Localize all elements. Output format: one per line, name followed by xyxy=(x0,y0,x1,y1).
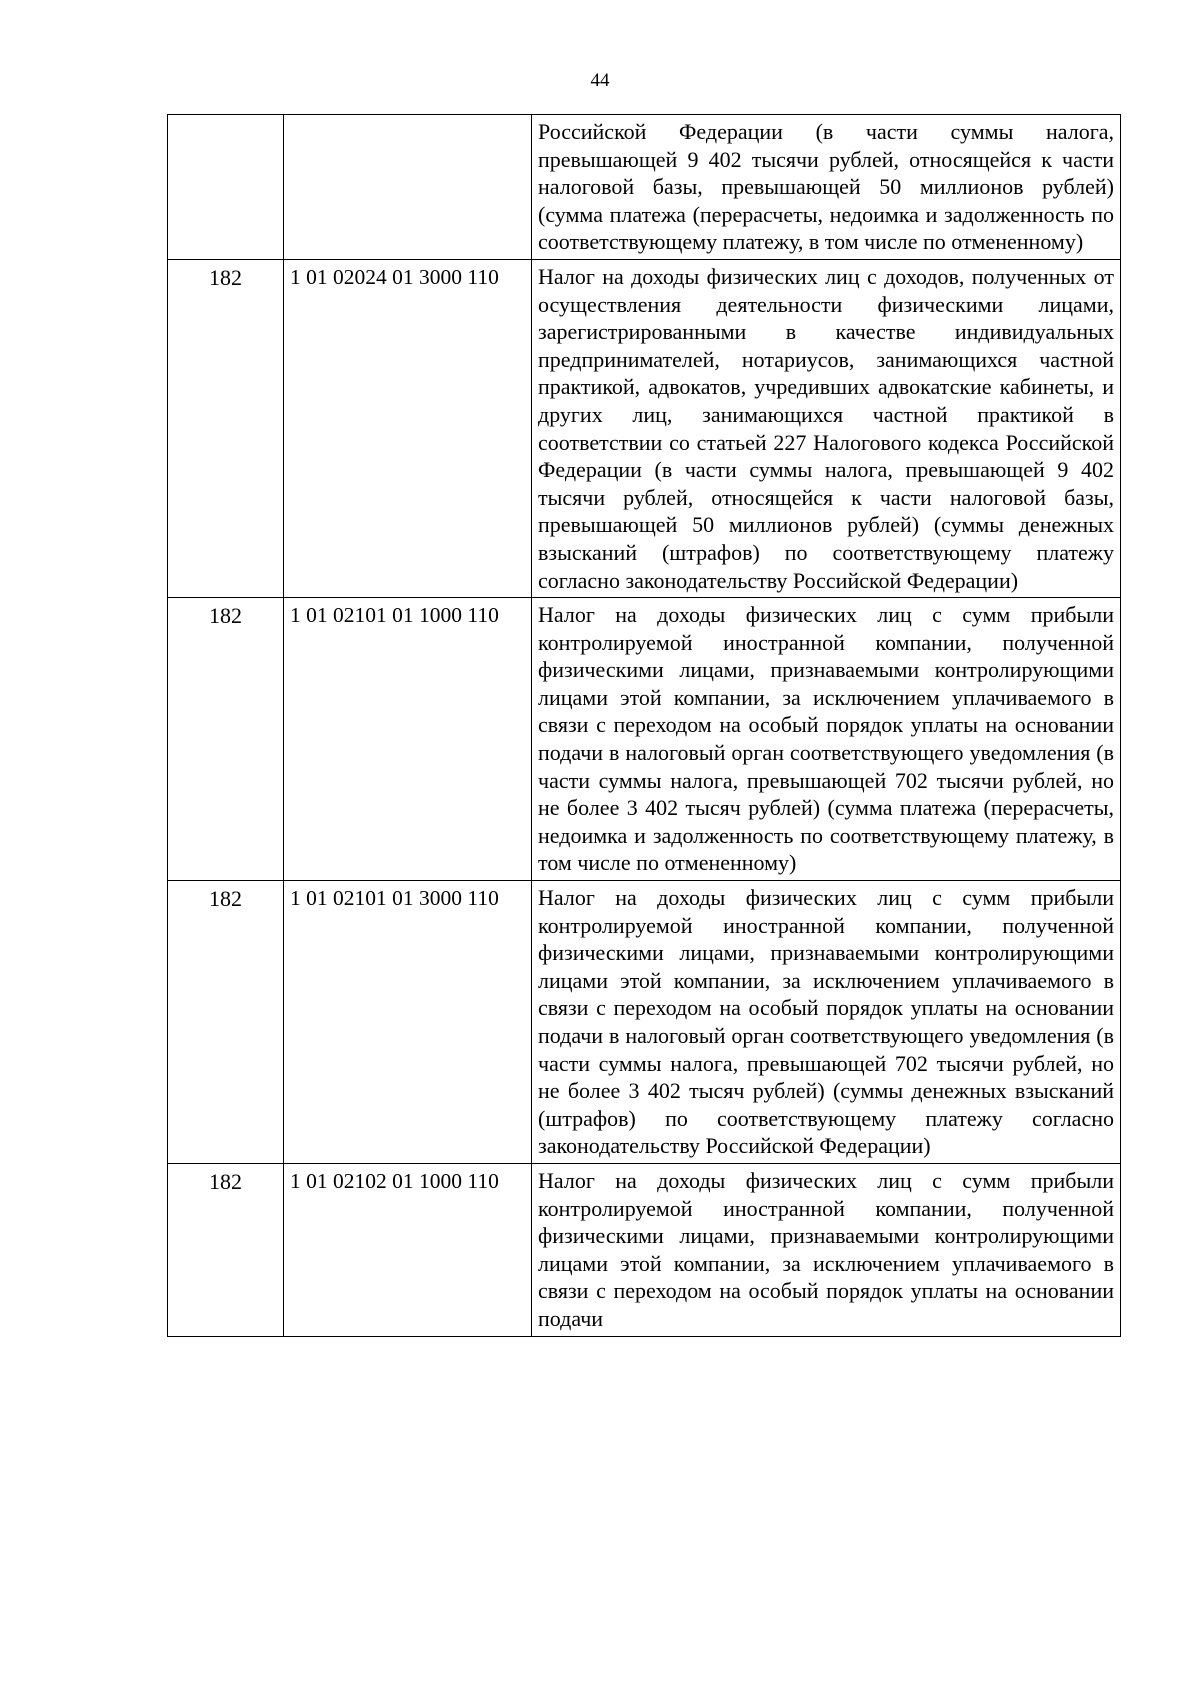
budget-code-cell: 1 01 02101 01 3000 110 xyxy=(284,881,532,1164)
administrator-code-cell: 182 xyxy=(168,881,284,1164)
budget-code-cell: 1 01 02101 01 1000 110 xyxy=(284,598,532,881)
table-row xyxy=(168,259,1121,597)
budget-code-cell: 1 01 02024 01 3000 110 xyxy=(284,259,532,597)
administrator-code-cell xyxy=(168,115,284,260)
administrator-code-cell: 182 xyxy=(168,1163,284,1336)
table-row xyxy=(168,1163,1121,1336)
administrator-code-cell: 182 xyxy=(168,259,284,597)
budget-code-cell: 1 01 02102 01 1000 110 xyxy=(284,1163,532,1336)
table-row xyxy=(168,598,1121,881)
revenue-name-cell: Российской Федерации (в части суммы налога, превышающей 9 402 тысячи рублей, относящейся к части налоговой базы, превышающей 50 миллионов рублей) (сумма платежа (перерасчеты, недоимка и задолженность по соответствующему платежу, в том числе по отмененному) xyxy=(532,115,1121,260)
revenue-name-cell: Налог на доходы физических лиц с сумм прибыли контролируемой иностранной компании, полученной физическими лицами, признаваемыми контролирующими лицами этой компании, за исключением уплачиваемого в связи с переходом на особый порядок уплаты на основании подачи xyxy=(532,1163,1121,1336)
table-row xyxy=(168,881,1121,1164)
page-number: 44 xyxy=(590,70,610,91)
revenue-name-cell: Налог на доходы физических лиц с сумм прибыли контролируемой иностранной компании, полученной физическими лицами, признаваемыми контролирующими лицами этой компании, за исключением уплачиваемого в связи с переходом на особый порядок уплаты на основании подачи в налоговый орган соответствующего уведомления (в части суммы налога, превышающей 702 тысячи рублей, но не более 3 402 тысяч рублей) (суммы денежных взысканий (штрафов) по соответствующему платежу согласно законодательству Российской Федерации) xyxy=(532,881,1121,1164)
revenue-name-cell: Налог на доходы физических лиц с доходов, полученных от осуществления деятельности физическими лицами, зарегистрированными в качестве индивидуальных предпринимателей, нотариусов, занимающихся частной практикой, адвокатов, учредивших адвокатские кабинеты, и других лиц, занимающихся частной практикой в соответствии со статьей 227 Налогового кодекса Российской Федерации (в части суммы налога, превышающей 9 402 тысячи рублей, относящейся к части налоговой базы, превышающей 50 миллионов рублей) (суммы денежных взысканий (штрафов) по соответствующему платежу согласно законодательству Российской Федерации) xyxy=(532,259,1121,597)
revenue-name-cell: Налог на доходы физических лиц с сумм прибыли контролируемой иностранной компании, полученной физическими лицами, признаваемыми контролирующими лицами этой компании, за исключением уплачиваемого в связи с переходом на особый порядок уплаты на основании подачи в налоговый орган соответствующего уведомления (в части суммы налога, превышающей 702 тысячи рублей, но не более 3 402 тысяч рублей) (сумма платежа (перерасчеты, недоимка и задолженность по соответствующему платежу, в том числе по отмененному) xyxy=(532,598,1121,881)
administrator-code-cell: 182 xyxy=(168,598,284,881)
budget-code-cell xyxy=(284,115,532,260)
table-row xyxy=(168,115,1121,260)
budget-classification-table xyxy=(167,114,1121,1337)
